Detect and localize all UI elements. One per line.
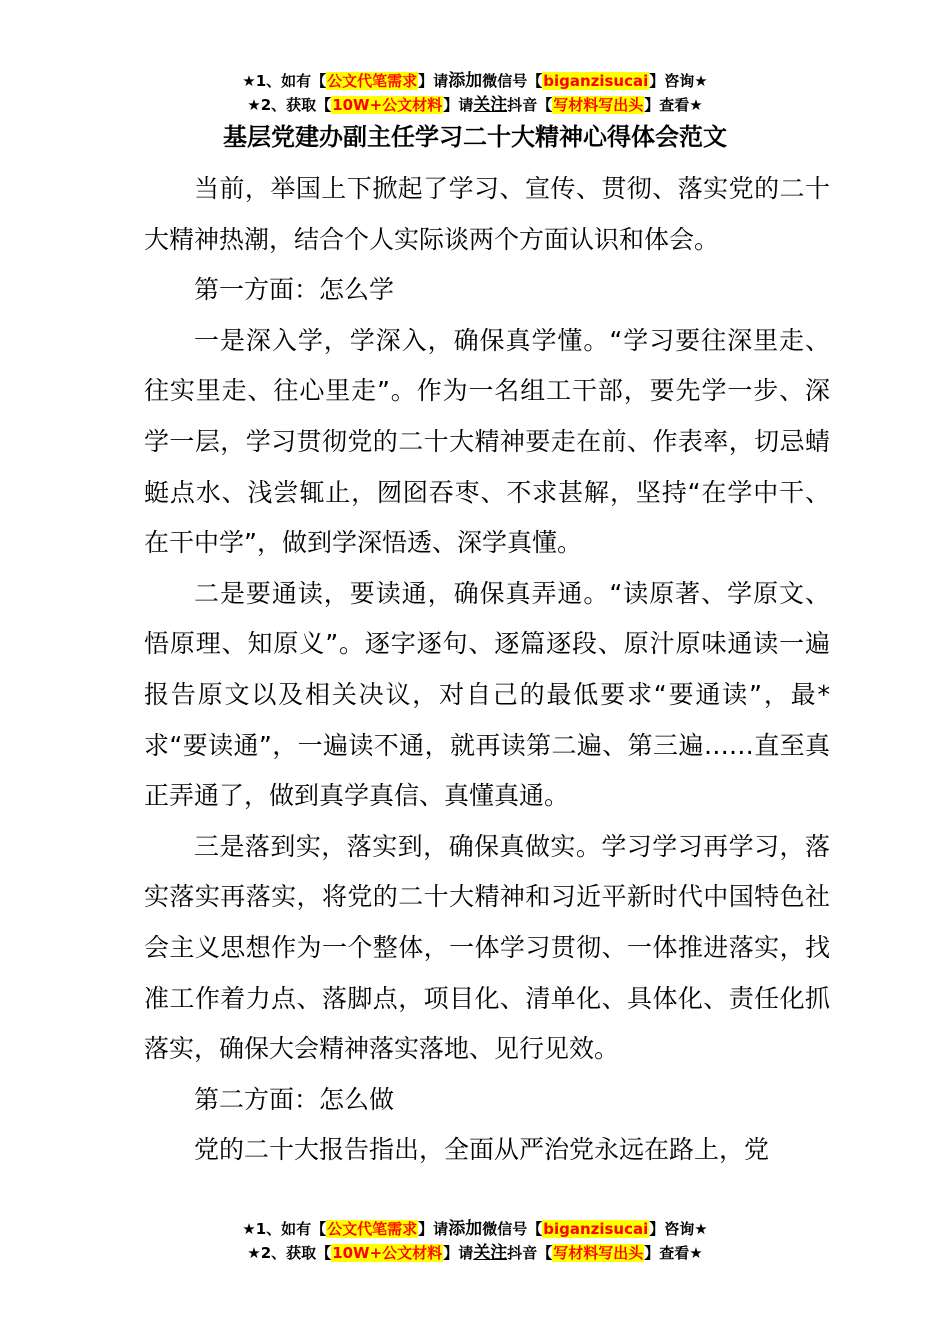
materials-highlight: 10W+公文材料 [332,1244,443,1262]
service-highlight: 公文代笔需求 [327,72,418,90]
wechat-id-highlight: biganzisucai [543,1220,649,1238]
section-heading-2: 第二方面：怎么做 [194,1084,395,1114]
footer-banner [0,1218,950,1266]
paragraph-point-2: 二是要通读，要读通，确保真弄通。“读原著、学原文、悟原理、知原义”。逐字逐句、逐篇逐段、原汁原味通读一遍报告原文以及相关决议，对自己的最低要求“要通读”，最*求“要读通”，一遍读不通，就再读第二遍、第三遍……直至真正弄通了，做到真学真信、真懂真通。 [144,578,830,811]
document-title: 基层党建办副主任学习二十大精神心得体会范文 [223,123,727,151]
section-heading-1: 第一方面：怎么学 [194,275,395,305]
douyin-account-highlight: 写材料写出头 [553,1244,644,1262]
banner-line-2: ★2、获取【10W+公文材料】请关注抖音【写材料写出头】查看★ [247,95,703,115]
header-banner [0,70,950,118]
paragraph-section-2-start: 党的二十大报告指出，全面从严治党永远在路上，党 [194,1135,770,1165]
banner-line-2: ★2、获取【10W+公文材料】请关注抖音【写材料写出头】查看★ [247,1243,703,1263]
douyin-account-highlight: 写材料写出头 [553,96,644,114]
wechat-id-highlight: biganzisucai [543,72,649,90]
paragraph-intro: 当前，举国上下掀起了学习、宣传、贯彻、落实党的二十大精神热潮，结合个人实际谈两个方面认识和体会。 [144,174,830,254]
paragraph-point-3: 三是落到实，落实到，确保真做实。学习学习再学习，落实落实再落实，将党的二十大精神和习近平新时代中国特色社会主义思想作为一个整体，一体学习贯彻、一体推进落实，找准工作着力点、落脚点，项目化、清单化、具体化、责任化抓落实，确保大会精神落实落地、见行见效。 [144,831,830,1064]
banner-line-1: ★1、如有【公文代笔需求】请添加微信号【biganzisucai】咨询★ [242,1219,708,1239]
materials-highlight: 10W+公文材料 [332,96,443,114]
paragraph-point-1: 一是深入学，学深入，确保真学懂。“学习要往深里走、往实里走、往心里走”。作为一名组工干部，要先学一步、深学一层，学习贯彻党的二十大精神要走在前、作表率，切忌蜻蜓点水、浅尝辄止，囫囵吞枣、不求甚解，坚持“在学中干、在干中学”，做到学深悟透、深学真懂。 [144,325,830,558]
service-highlight: 公文代笔需求 [327,1220,418,1238]
banner-line-1: ★1、如有【公文代笔需求】请添加微信号【biganzisucai】咨询★ [242,71,708,91]
document-body [144,164,830,1176]
